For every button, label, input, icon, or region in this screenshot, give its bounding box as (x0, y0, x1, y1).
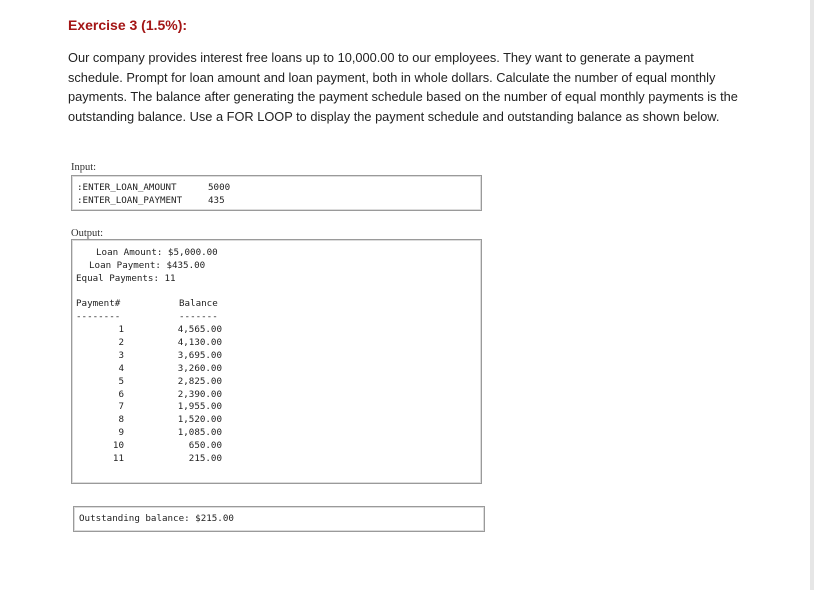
payment-balance: 2,825.00 (177, 375, 222, 387)
outstanding-box (73, 506, 485, 532)
payment-balance: 1,085.00 (177, 427, 222, 439)
payment-balance: 4,565.00 (177, 324, 222, 335)
loan-amount-line: Loan Amount: $5,000.00 (96, 247, 218, 258)
input-name-loan-payment: :ENTER_LOAN_PAYMENT (77, 195, 183, 206)
exercise-title: Exercise 3 (1.5%): (68, 17, 188, 33)
payment-number: 7 (118, 401, 124, 413)
payment-column-header: Payment# (76, 298, 121, 309)
payment-column-rule: -------- (76, 311, 121, 322)
payment-balance: 1,520.00 (177, 414, 222, 426)
input-value-loan-amount: 5000 (208, 182, 231, 193)
loan-payment-line: Loan Payment: $435.00 (89, 260, 206, 271)
input-label: Input: (71, 162, 97, 173)
payment-number: 3 (118, 349, 124, 361)
payment-balance: 3,260.00 (177, 362, 222, 374)
page-edge-rule (810, 0, 814, 590)
equal-payments-line: Equal Payments: 11 (76, 273, 176, 284)
payment-balance: 3,695.00 (177, 349, 222, 361)
payment-number: 10 (112, 440, 124, 452)
input-value-loan-payment: 435 (208, 195, 225, 206)
payment-balance: 1,955.00 (177, 401, 222, 413)
outstanding-balance-line: Outstanding balance: $215.00 (79, 513, 234, 524)
balance-column-header: Balance (179, 298, 218, 309)
payment-number: 6 (118, 388, 124, 400)
payment-number: 4 (118, 362, 124, 374)
output-box (71, 239, 482, 484)
payment-balance: 215.00 (188, 453, 222, 464)
exercise-description: Our company provides interest free loans up to 10,000.00 to our employees. They want to generate a payment schedule. Prompt for loan amount and loan payment, both in whole dollars. Calculate the number of equal monthly payments. The balance after generating the payment schedule based on the number of equal monthly payments is the outstanding balance. Use a FOR LOOP to display the payment schedule and outstanding balance as shown below. (68, 50, 738, 124)
balance-column-rule: ------- (179, 311, 218, 322)
payment-number: 2 (118, 336, 124, 348)
output-label: Output: (71, 228, 104, 239)
payment-number: 11 (112, 453, 124, 464)
payment-balance: 2,390.00 (177, 388, 222, 400)
payment-number: 8 (118, 414, 124, 426)
payment-balance: 4,130.00 (177, 336, 222, 348)
payment-number: 9 (118, 427, 124, 439)
input-name-loan-amount: :ENTER_LOAN_AMOUNT (77, 182, 177, 193)
payment-balance: 650.00 (188, 440, 222, 452)
payment-number: 1 (118, 324, 124, 335)
payment-number: 5 (118, 375, 124, 387)
input-box (71, 175, 482, 211)
